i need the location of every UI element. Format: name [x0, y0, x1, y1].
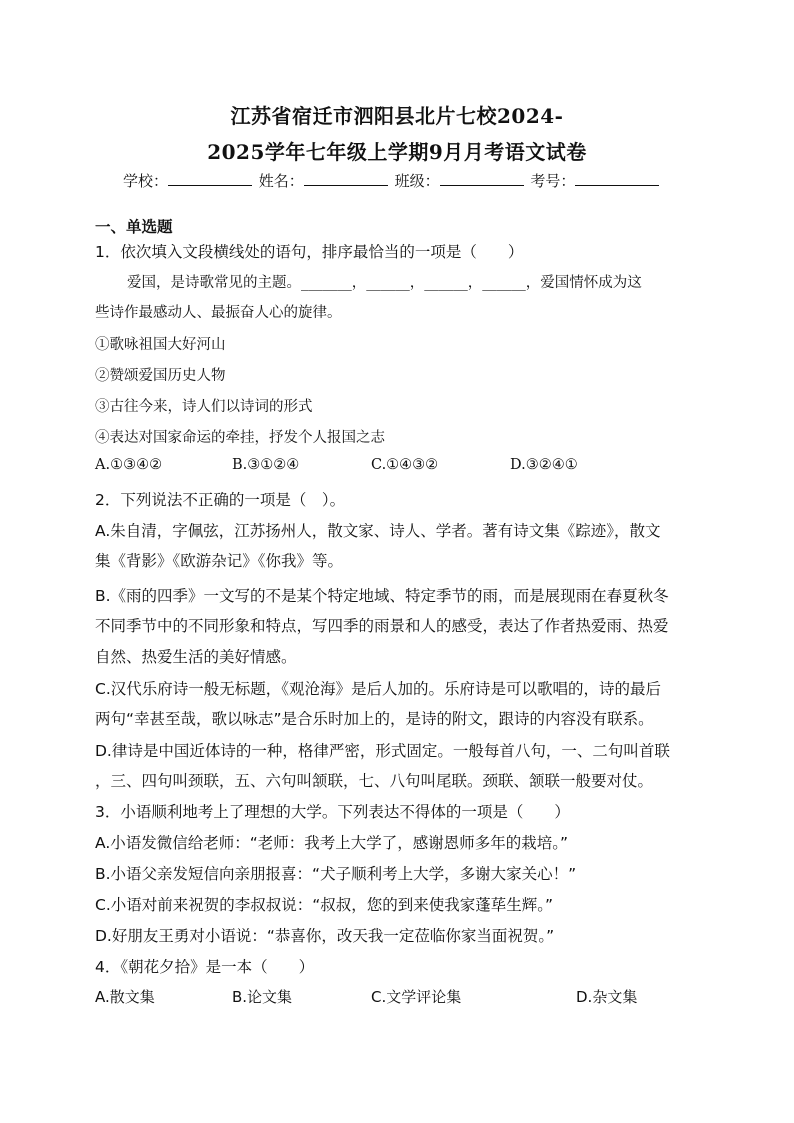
q2-line: 集《背影》《欧游杂记》《你我》等。 — [95, 552, 344, 570]
class-blank[interactable] — [440, 171, 524, 186]
q1-item-1: ①歌咏祖国大好河山 — [95, 337, 226, 353]
school-label: 学校： — [123, 172, 169, 190]
q1-option-b[interactable]: B.③①②④ — [232, 457, 300, 473]
q2-line: C.汉代乐府诗一般无标题，《观沧海》是后人加的。乐府诗是可以歌唱的，诗的最后 — [95, 680, 662, 698]
q2-line: ，三、四句叫颈联，五、六句叫颔联，七、八句叫尾联。颈联、颔联一般要对仗。 — [95, 772, 654, 790]
name-blank[interactable] — [304, 171, 388, 186]
q1-option-a[interactable]: A.①③④② — [95, 457, 163, 473]
q4-option-d[interactable]: D.杂文集 — [576, 988, 638, 1006]
name-label: 姓名： — [258, 172, 304, 190]
q1-passage-line2: 些诗作最感动人、最振奋人心的旋律。 — [95, 305, 342, 321]
q4-option-c[interactable]: C.文学评论集 — [371, 988, 462, 1006]
q4-option-b[interactable]: B.论文集 — [232, 988, 293, 1006]
section-title: 一、单选题 — [95, 218, 173, 236]
q4-stem: 4．《朝花夕拾》是一本（ ） — [95, 958, 315, 976]
q2-line: 两句“幸甚至哉，歌以咏志”是合乐时加上的，是诗的附文，跟诗的内容没有联系。 — [95, 710, 654, 728]
q3-option-a[interactable]: A.小语发微信给老师：“老师：我考上大学了，感谢恩师多年的栽培。” — [95, 834, 569, 852]
exam-no-blank[interactable] — [575, 171, 659, 186]
q1-item-2: ②赞颂爱国历史人物 — [95, 368, 226, 384]
q2-stem: 2．下列说法不正确的一项是（ ）。 — [95, 491, 346, 509]
exam-no-label: 考号： — [530, 172, 576, 190]
school-blank[interactable] — [168, 171, 252, 186]
q2-line: 不同季节中的不同形象和特点，写四季的雨景和人的感受，表达了作者热爱雨、热爱 — [95, 617, 669, 635]
q2-line: A.朱自清，字佩弦，江苏扬州人，散文家、诗人、学者。著有诗文集《踪迹》，散文 — [95, 522, 661, 540]
exam-title-line1: 江苏省宿迁市泗阳县北片七校2024- — [230, 104, 564, 128]
q1-passage-line1: 爱国，是诗歌常见的主题。_______，______，______，______，爱国情怀成为这 — [127, 275, 642, 291]
exam-title-line2: 2025学年七年级上学期9月月考语文试卷 — [207, 140, 587, 164]
q1-option-d[interactable]: D.③②④① — [510, 457, 578, 473]
q2-line: D.律诗是中国近体诗的一种，格律严密，形式固定。一般每首八句，一、二句叫首联 — [95, 742, 670, 760]
q3-option-c[interactable]: C.小语对前来祝贺的李叔叔说：“叔叔，您的到来使我家蓬荜生辉。” — [95, 896, 554, 914]
student-info-line — [123, 170, 661, 191]
q1-option-c[interactable]: C.①④③② — [371, 457, 439, 473]
q1-stem: 1．依次填入文段横线处的语句，排序最恰当的一项是（ ） — [95, 243, 524, 261]
q1-item-4: ④表达对国家命运的牵挂，抒发个人报国之志 — [95, 430, 385, 446]
q1-item-3: ③古往今来，诗人们以诗词的形式 — [95, 399, 313, 415]
q2-line: B.《雨的四季》一文写的不是某个特定地域、特定季节的雨，而是展现雨在春夏秋冬 — [95, 587, 669, 605]
q3-option-d[interactable]: D.好朋友王勇对小语说：“恭喜你，改天我一定莅临你家当面祝贺。” — [95, 927, 555, 945]
q4-option-a[interactable]: A.散文集 — [95, 988, 155, 1006]
class-label: 班级： — [394, 172, 440, 190]
q3-option-b[interactable]: B.小语父亲发短信向亲朋报喜：“犬子顺利考上大学，多谢大家关心！” — [95, 865, 577, 883]
q2-line: 自然、热爱生活的美好情感。 — [95, 648, 297, 666]
q3-stem: 3．小语顺利地考上了理想的大学。下列表达不得体的一项是（ ） — [95, 803, 570, 821]
